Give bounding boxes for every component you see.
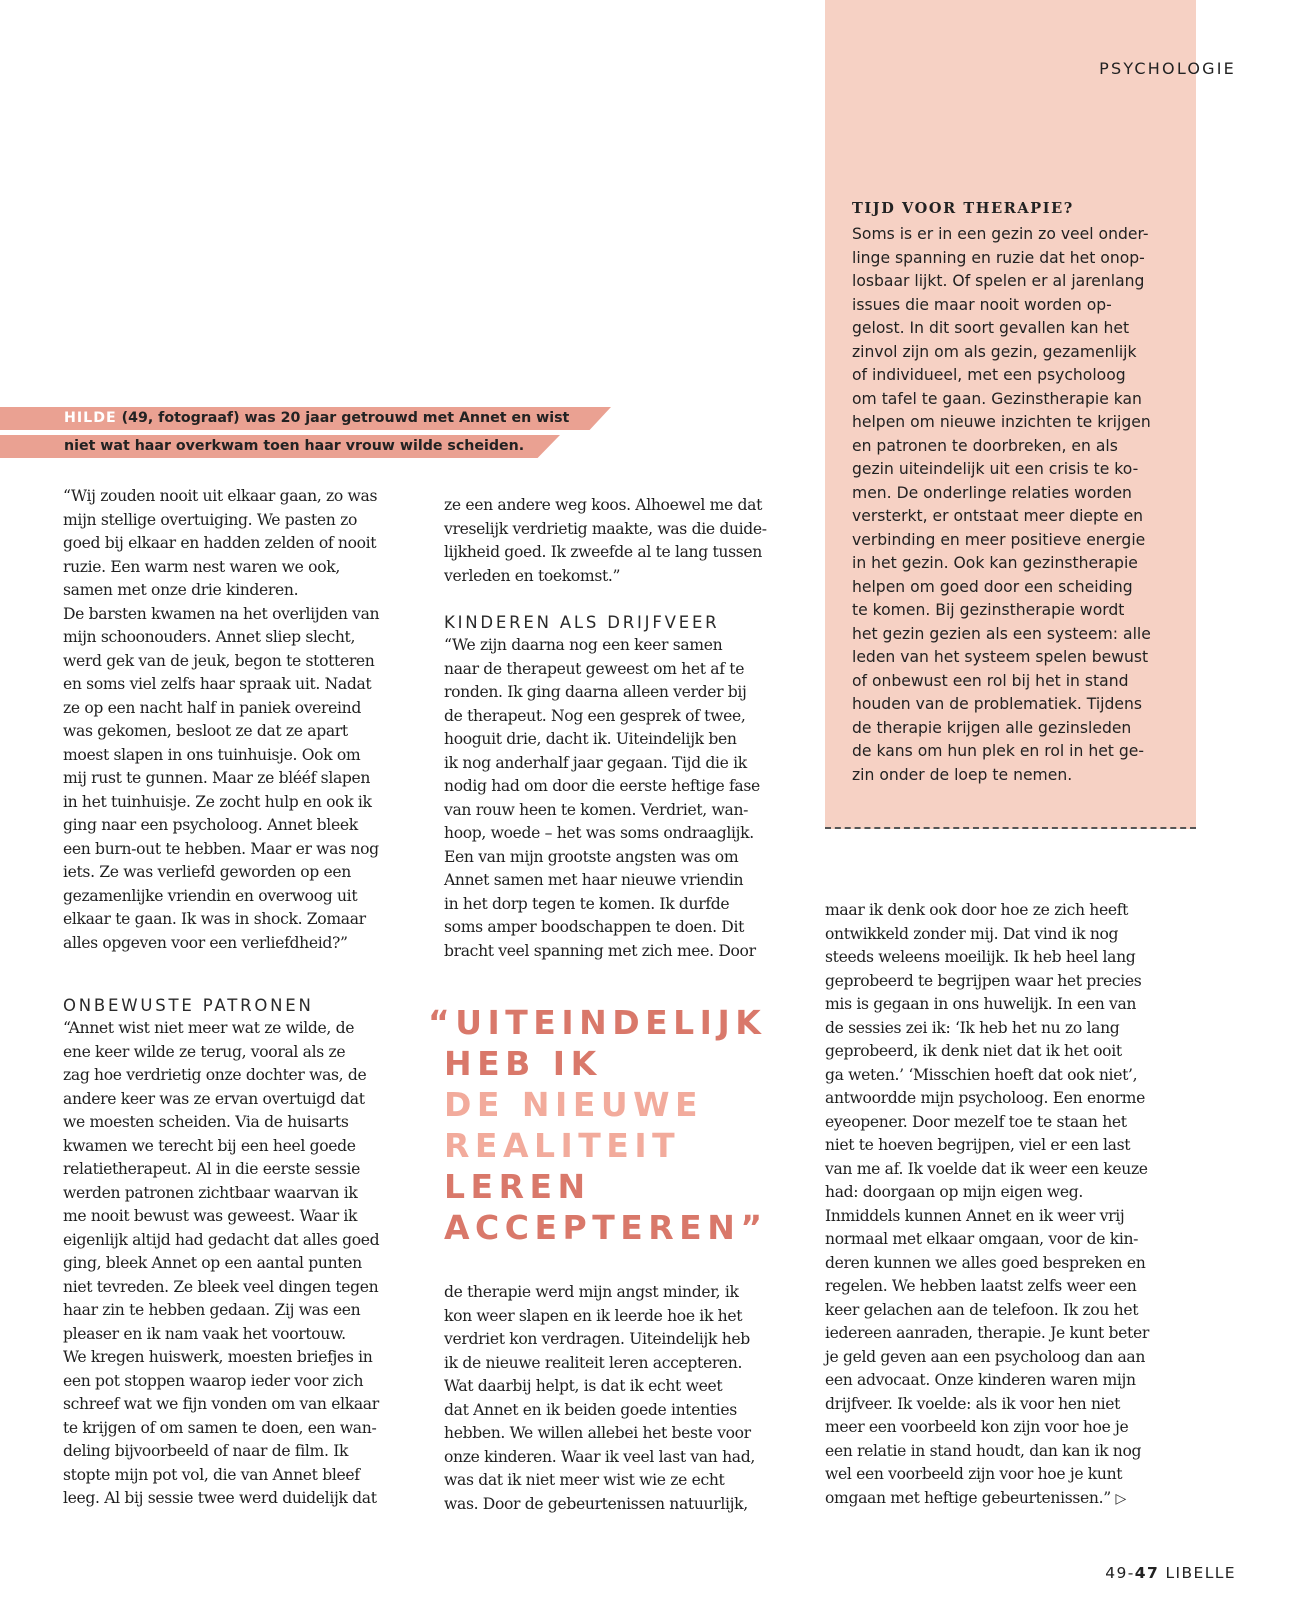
pull-quote-line-6: ACCEPTEREN”: [444, 1208, 768, 1247]
sidebar-body: Soms is er in een gezin zo veel onder- linge spanning en ruzie dat het onop- losbaar lijkt. Of spelen er al jarenlang issues die maar nooit worden op- gelost. In dit soort gevallen kan het zinvol zijn om als gezin, gezamenlijk of individueel, met een psycholoog om tafel te gaan. Gezinstherapie kan helpen om nieuwe inzichten te krijgen en patronen te doorbreken, en als gezin uiteindelijk uit een crisis te ko- men. De onderlinge relaties worden versterkt, er ontstaat meer diepte en verbinding en meer positieve energie in het gezin. Ook kan gezinstherapie helpen om goed door een scheiding te komen. Bij gezinstherapie wordt het gezin gezien als een systeem: alle leden van het systeem spelen bewust of onbewust een rol bij het in stand houden van de problematiek. Tijdens de therapie krijgen alle gezinsleden de kans om hun plek en rol in het ge- zin onder de loep te nemen.: [852, 225, 1151, 784]
footer-pages: 49-: [1105, 1564, 1135, 1582]
intro-text-1: (49, fotograaf) was 20 jaar getrouwd met Annet en wist: [116, 410, 570, 426]
subheading-onbewuste-patronen: ONBEWUSTE PATRONEN: [63, 996, 314, 1015]
pull-quote-line-2: HEB IK: [444, 1044, 602, 1083]
article-column-3-paragraph-1: [825, 899, 1195, 1511]
pull-quote-line-3: DE NIEUWE: [444, 1085, 704, 1124]
intro-name: HILDE: [64, 410, 117, 426]
article-column-3-text: maar ik denk ook door hoe ze zich heeft ontwikkeld zonder mij. Dat vind ik nog steeds weleens moeilijk. Ik heb heel lang geprobeerd te begrijpen waar het precies mis is gegaan in ons huwelijk. In een van de sessies zei ik: ‘Ik heb het nu zo lang geprobeerd, ik denk niet dat ik het ooit ga weten.’ ‘Misschien hoeft dat ook niet’, antwoordde mijn psycholoog. Een enorme eyeopener. Door mezelf toe te staan het niet te hoeven begrijpen, viel er een last van me af. Ik voelde dat ik weer een keuze had: doorgaan op mijn eigen weg. Inmiddels kunnen Annet en ik weer vrij normaal met elkaar omgaan, voor de kin- deren kunnen we alles goed bespreken en regelen. We hebben laatst zelfs weer een keer gelachen aan de telefoon. Ik zou het iedereen aanraden, therapie. Je kunt beter je geld geven aan een psycholoog dan aan een advocaat. Onze kinderen waren mijn drijfveer. Ik voelde: als ik voor hen niet meer een voorbeeld kon zijn voor hoe je een relatie in stand houdt, dan kan ik nog wel een voorbeeld zijn voor hoe je kunt omgaan met heftige gebeurtenissen.”: [825, 901, 1149, 1507]
sidebar-dashed-divider: [825, 827, 1196, 829]
pull-quote-line-1: “UITEINDELIJK: [428, 1003, 767, 1042]
pull-quote-line-5: LEREN: [444, 1167, 591, 1206]
intro-line-1: [64, 407, 569, 430]
article-column-2-paragraph-2: “We zijn daarna nog een keer samen naar de therapeut geweest om het af te ronden. Ik ging daarna alleen verder bij de therapeut. Nog een gesprek of twee, hooguit drie, dacht ik. Uiteindelijk ben ik nog anderhalf jaar gegaan. Tijd die ik nodig had om door die eerste heftige fase van rouw heen te komen. Verdriet, wan- hoop, woede – het was soms ondraaglijk. Een van mijn grootste angsten was om Annet samen met haar nieuwe vriendin in het dorp tegen te komen. Ik durfde soms amper boodschappen te doen. Dit bracht veel spanning met zich mee. Door: [444, 636, 760, 960]
article-column-1-paragraph-1: “Wij zouden nooit uit elkaar gaan, zo was mijn stellige overtuiging. We pasten zo goed bij elkaar en hadden zelden of nooit ruzie. Een warm nest waren we ook, samen met onze drie kinderen. De barsten kwamen na het overlijden van mijn schoonouders. Annet sliep slecht, werd gek van de jeuk, begon te stotteren en soms viel zelfs haar spraak uit. Nadat ze op een nacht half in paniek overeind was gekomen, besloot ze dat ze apart moest slapen in ons tuinhuisje. Ook om mij rust te gunnen. Maar ze blééf slapen in het tuinhuisje. Ze zocht hulp en ook ik ging naar een psycholoog. Annet bleek een burn-out te hebben. Maar er was nog iets. Ze was verliefd geworden op een gezamenlijke vriendin en overwoog uit elkaar te gaan. Ik was in shock. Zomaar alles opgeven voor een verliefdheid?”: [63, 487, 380, 952]
pull-quote-line-4: REALITEIT: [444, 1126, 681, 1165]
subheading-kinderen-als-drijfveer: KINDEREN ALS DRIJFVEER: [444, 613, 720, 632]
page-number: 47: [1134, 1564, 1160, 1582]
sidebar-heading: TIJD VOOR THERAPIE?: [852, 200, 1074, 217]
article-column-2-paragraph-3: de therapie werd mijn angst minder, ik kon weer slapen en ik leerde hoe ik het verdriet kon verdragen. Uiteindelijk heb ik de nieuwe realiteit leren accepteren. Wat daarbij helpt, is dat ik echt weet dat Annet en ik beiden goede intenties hebben. We willen allebei het beste voor onze kinderen. Waar ik veel last van had, was dat ik niet meer wist wie ze echt was. Door de gebeurtenissen natuurlijk,: [444, 1283, 755, 1513]
page-footer: [1105, 1564, 1236, 1582]
intro-line-2: niet wat haar overkwam toen haar vrouw wilde scheiden.: [64, 438, 525, 454]
magazine-name: LIBELLE: [1165, 1564, 1236, 1582]
pull-quote: [428, 1002, 788, 1248]
article-column-2-paragraph-1: ze een andere weg koos. Alhoewel me dat vreselijk verdrietig maakte, was die duide- lijkheid goed. Ik zweefde al te lang tussen verleden en toekomst.”: [444, 496, 767, 585]
section-label: PSYCHOLOGIE: [1099, 59, 1236, 78]
article-column-1-paragraph-2: “Annet wist niet meer wat ze wilde, de ene keer wilde ze terug, vooral als ze zag hoe verdrietig onze dochter was, de andere keer was ze ervan overtuigd dat we moesten scheiden. Via de huisarts kwamen we terecht bij een heel goede relatietherapeut. Al in die eerste sessie werden patronen zichtbaar waarvan ik me nooit bewust was geweest. Waar ik eigenlijk altijd had gedacht dat alles goed ging, bleek Annet op een aantal punten niet tevreden. Ze bleek veel dingen tegen haar zin te hebben gedaan. Zij was een pleaser en ik nam vaak het voortouw. We kregen huiswerk, moesten briefjes in een pot stoppen waarop ieder voor zich schreef wat we fijn vonden om van elkaar te krijgen of om samen te doen, een wan- deling bijvoorbeeld of naar de film. Ik stopte mijn pot vol, die van Annet bleef leeg. Al bij sessie twee werd duidelijk dat: [63, 1019, 380, 1507]
end-mark-icon: ▷: [1115, 1490, 1126, 1507]
